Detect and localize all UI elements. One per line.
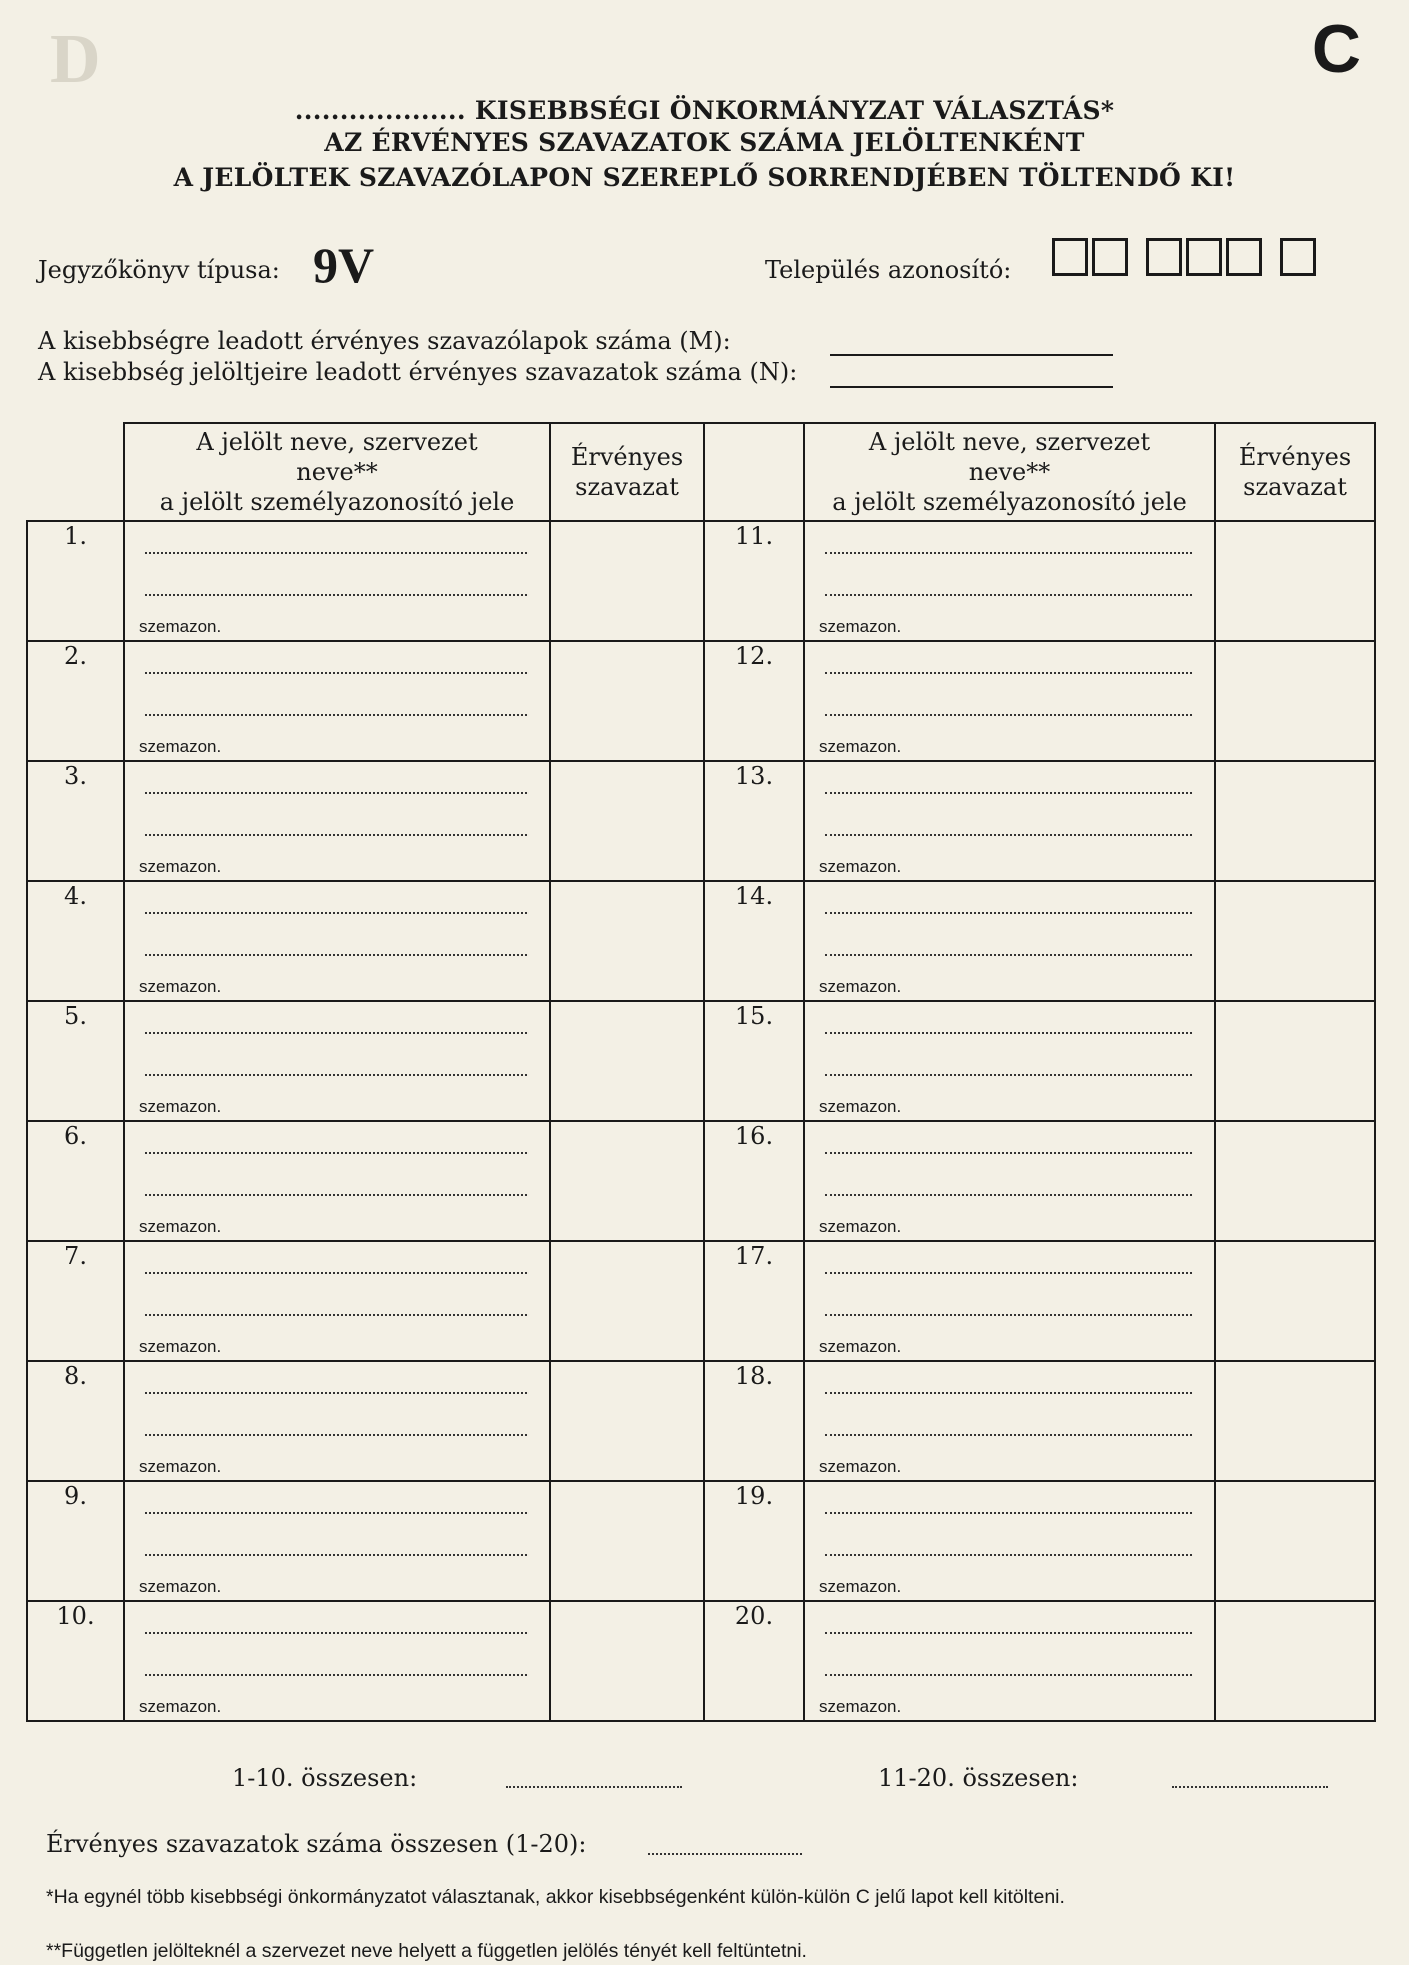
candidate-name-field[interactable]: [804, 1121, 1215, 1241]
footnote-double-asterisk: **Független jelölteknél a szervezet neve helyett a független jelölés tényét kell feltüntetni.: [46, 1940, 807, 1962]
row-number-left: 4.: [27, 881, 124, 1001]
vote-count-field[interactable]: [1215, 521, 1375, 641]
row-number-left: 7.: [27, 1241, 124, 1361]
footnote-single-asterisk: *Ha egynél több kisebbségi önkormányzatot választanak, akkor kisebbségenként külön-külön C jelű lapot kell kitölteni.: [46, 1886, 1065, 1908]
table-row: [27, 1241, 1375, 1361]
subtotal-right-field[interactable]: [1172, 1786, 1328, 1788]
vote-count-field[interactable]: [550, 1121, 704, 1241]
id-label: szemazon.: [139, 1577, 222, 1596]
vote-count-field[interactable]: [550, 1361, 704, 1481]
grand-total-field[interactable]: [648, 1853, 802, 1855]
vote-count-field[interactable]: [550, 1001, 704, 1121]
vote-count-field[interactable]: [1215, 1601, 1375, 1721]
row-number-right: 20.: [704, 1601, 804, 1721]
candidate-name-field[interactable]: [804, 1481, 1215, 1601]
vote-count-field[interactable]: [550, 881, 704, 1001]
row-number-left: 3.: [27, 761, 124, 881]
settlement-digit-box[interactable]: [1226, 238, 1262, 276]
candidate-name-field[interactable]: [124, 1481, 550, 1601]
row-number-right: 13.: [704, 761, 804, 881]
candidate-name-field[interactable]: [124, 521, 550, 641]
candidate-name-field[interactable]: [804, 1001, 1215, 1121]
vote-count-field[interactable]: [1215, 1241, 1375, 1361]
id-label: szemazon.: [819, 737, 902, 756]
form-instruction: A JELÖLTEK SZAVAZÓLAPON SZEREPLŐ SORRENDJÉBEN TÖLTENDŐ KI!: [173, 163, 1236, 192]
id-label: szemazon.: [139, 1337, 222, 1356]
candidate-name-field[interactable]: [124, 761, 550, 881]
settlement-digit-box[interactable]: [1280, 238, 1316, 276]
id-label: szemazon.: [139, 737, 222, 756]
vote-count-field[interactable]: [1215, 1481, 1375, 1601]
protocol-type-value: 9V: [313, 237, 375, 293]
name-column-header-right: A jelölt neve, szervezet neve** a jelölt személyazonosító jele: [804, 423, 1215, 521]
candidate-name-field[interactable]: [124, 1241, 550, 1361]
id-label: szemazon.: [139, 977, 222, 996]
id-label: szemazon.: [819, 1577, 902, 1596]
id-label: szemazon.: [139, 1697, 222, 1716]
row-number-right: 17.: [704, 1241, 804, 1361]
id-label: szemazon.: [139, 857, 222, 876]
candidate-name-field[interactable]: [804, 881, 1215, 1001]
candidate-name-field[interactable]: [124, 881, 550, 1001]
row-number-left: 1.: [27, 521, 124, 641]
vote-count-field[interactable]: [1215, 761, 1375, 881]
vote-count-field[interactable]: [1215, 641, 1375, 761]
candidate-table: [26, 422, 1376, 1722]
settlement-digit-box[interactable]: [1186, 238, 1222, 276]
row-number-left: 5.: [27, 1001, 124, 1121]
id-label: szemazon.: [819, 1097, 902, 1116]
row-number-right: 11.: [704, 521, 804, 641]
valid-votes-field[interactable]: [830, 362, 1113, 388]
table-row: [27, 881, 1375, 1001]
id-label: szemazon.: [819, 1337, 902, 1356]
table-row: [27, 1121, 1375, 1241]
candidate-name-field[interactable]: [804, 521, 1215, 641]
subtotal-left-label: 1-10. összesen:: [232, 1764, 418, 1792]
settlement-digit-box[interactable]: [1092, 238, 1128, 276]
id-label: szemazon.: [139, 1217, 222, 1236]
id-label: szemazon.: [819, 617, 902, 636]
row-number-left: 8.: [27, 1361, 124, 1481]
settlement-digit-box[interactable]: [1146, 238, 1182, 276]
row-number-right: 12.: [704, 641, 804, 761]
candidate-name-field[interactable]: [124, 1121, 550, 1241]
vote-count-field[interactable]: [1215, 1001, 1375, 1121]
id-label: szemazon.: [819, 857, 902, 876]
row-number-right: 19.: [704, 1481, 804, 1601]
id-label: szemazon.: [139, 617, 222, 636]
settlement-id-label: Település azonosító:: [765, 256, 1012, 284]
vote-count-field[interactable]: [550, 1481, 704, 1601]
subtotal-right-label: 11-20. összesen:: [878, 1764, 1079, 1792]
form-subtitle: AZ ÉRVÉNYES SZAVAZATOK SZÁMA JELÖLTENKÉNT: [324, 128, 1085, 157]
id-label: szemazon.: [819, 1697, 902, 1716]
table-row: [27, 761, 1375, 881]
id-label: szemazon.: [139, 1457, 222, 1476]
form-letter: C: [1311, 11, 1361, 87]
row-number-right: 14.: [704, 881, 804, 1001]
vote-count-field[interactable]: [550, 1241, 704, 1361]
votes-column-header-left: Érvényes szavazat: [550, 423, 704, 521]
vote-count-field[interactable]: [1215, 1361, 1375, 1481]
row-number-left: 2.: [27, 641, 124, 761]
vote-count-field[interactable]: [550, 521, 704, 641]
settlement-id-boxes: [1052, 238, 1320, 276]
id-label: szemazon.: [819, 1457, 902, 1476]
grand-total-label: Érvényes szavazatok száma összesen (1-20):: [46, 1830, 587, 1858]
candidate-name-field[interactable]: [124, 1001, 550, 1121]
settlement-digit-box[interactable]: [1052, 238, 1088, 276]
subtotal-left-field[interactable]: [506, 1786, 682, 1788]
vote-count-field[interactable]: [550, 761, 704, 881]
valid-ballots-label: A kisebbségre leadott érvényes szavazólapok száma (M):: [38, 327, 731, 355]
id-label: szemazon.: [819, 977, 902, 996]
id-label: szemazon.: [139, 1097, 222, 1116]
vote-count-field[interactable]: [1215, 1121, 1375, 1241]
form-title: ................... KISEBBSÉGI ÖNKORMÁNYZAT VÁLASZTÁS*: [294, 96, 1115, 125]
table-row: [27, 1481, 1375, 1601]
name-column-header-left: A jelölt neve, szervezet neve** a jelölt személyazonosító jele: [124, 423, 550, 521]
candidate-name-field[interactable]: [804, 1361, 1215, 1481]
row-number-right: 15.: [704, 1001, 804, 1121]
candidate-name-field[interactable]: [804, 1601, 1215, 1721]
row-number-left: 10.: [27, 1601, 124, 1721]
table-row: [27, 1601, 1375, 1721]
faded-watermark: D: [50, 21, 101, 98]
candidate-name-field[interactable]: [804, 761, 1215, 881]
table-row: [27, 1361, 1375, 1481]
table-row: [27, 1001, 1375, 1121]
table-row: [27, 641, 1375, 761]
protocol-type-label: Jegyzőkönyv típusa:: [38, 256, 280, 284]
vote-count-field[interactable]: [550, 641, 704, 761]
vote-count-field[interactable]: [550, 1601, 704, 1721]
candidate-name-field[interactable]: [124, 641, 550, 761]
row-number-right: 16.: [704, 1121, 804, 1241]
valid-votes-label: A kisebbség jelöltjeire leadott érvényes szavazatok száma (N):: [38, 358, 798, 386]
protocol-row: [38, 238, 1361, 298]
valid-ballots-field[interactable]: [830, 330, 1113, 356]
table-row: [27, 521, 1375, 641]
candidate-name-field[interactable]: [804, 641, 1215, 761]
row-number-left: 6.: [27, 1121, 124, 1241]
votes-column-header-right: Érvényes szavazat: [1215, 423, 1375, 521]
row-number-right: 18.: [704, 1361, 804, 1481]
row-number-left: 9.: [27, 1481, 124, 1601]
id-label: szemazon.: [819, 1217, 902, 1236]
candidate-name-field[interactable]: [804, 1241, 1215, 1361]
candidate-name-field[interactable]: [124, 1361, 550, 1481]
candidate-name-field[interactable]: [124, 1601, 550, 1721]
vote-count-field[interactable]: [1215, 881, 1375, 1001]
